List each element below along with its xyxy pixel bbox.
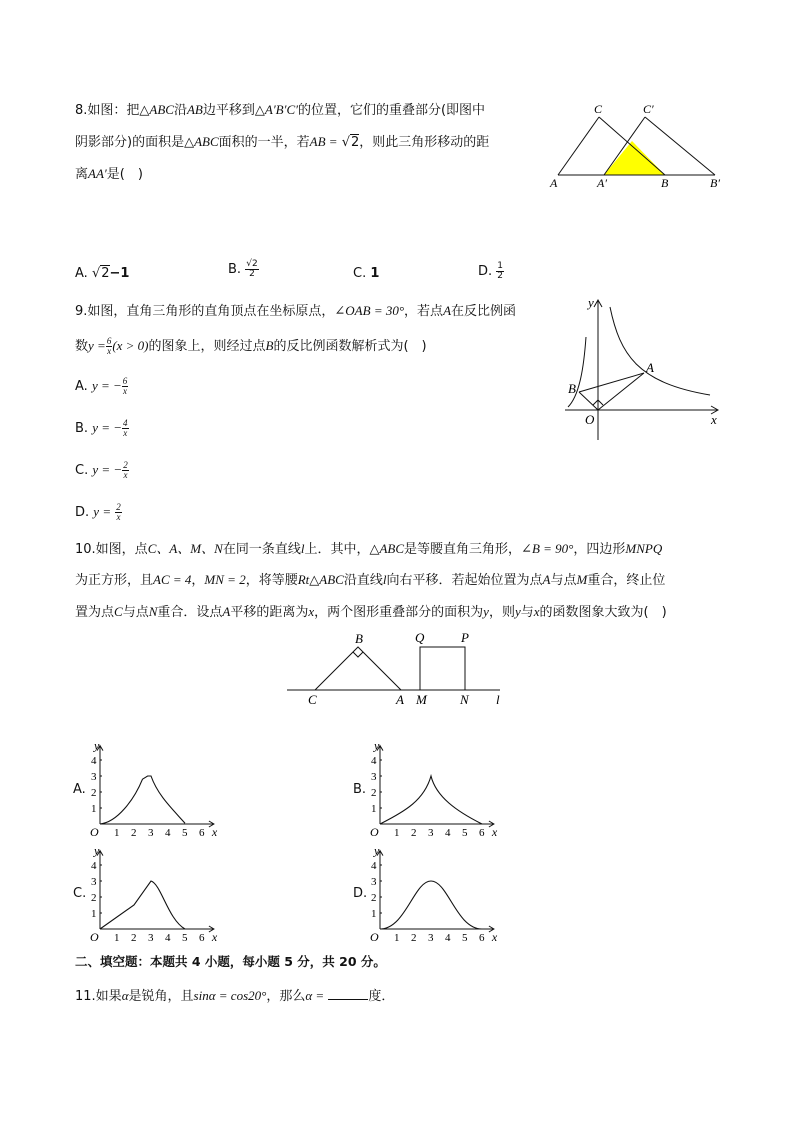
q10-right-angle-mark bbox=[353, 652, 363, 657]
q8-option-b[interactable] bbox=[228, 260, 259, 279]
q9-line2 bbox=[75, 337, 427, 356]
q10-var-y: y bbox=[483, 604, 489, 619]
x-tick-label: 4 bbox=[445, 827, 451, 839]
q9-text: 9.如图，直角三角形的直角顶点在坐标原点， bbox=[75, 304, 335, 319]
q10-text: 在同一条直线 bbox=[222, 542, 301, 557]
q10-label-b: B bbox=[355, 631, 363, 646]
q10-tri: △ABC bbox=[309, 572, 344, 587]
y-tick-label: 4 bbox=[91, 860, 97, 872]
q9-text: ，若点 bbox=[404, 304, 444, 319]
q9-opt-frac bbox=[122, 377, 129, 396]
q9-opt-den: x bbox=[116, 512, 121, 522]
q10-var-x: x bbox=[533, 604, 540, 619]
q9-opt-lhs: y = bbox=[93, 504, 112, 519]
x-tick-label: 6 bbox=[479, 827, 485, 839]
x-tick-label: 6 bbox=[199, 932, 205, 944]
q10-text: 置为点 bbox=[75, 605, 115, 620]
q9-text: 的图象上，则经过点 bbox=[148, 339, 266, 354]
q9-opt-num: 2 bbox=[123, 460, 128, 470]
q10-text: 重合．设点 bbox=[157, 605, 223, 620]
q8-text: 的位置，它们的重叠部分(即图中 bbox=[297, 103, 486, 118]
q10-graph-c bbox=[88, 845, 223, 943]
y-tick-label: 2 bbox=[91, 892, 97, 904]
q10-text: 重合，终止位 bbox=[587, 573, 666, 588]
option-label: C. bbox=[75, 463, 89, 478]
q10-text: 向右平移．若起始位置为点 bbox=[386, 573, 543, 588]
q10-text: 的函数图象大致为( ) bbox=[539, 605, 667, 620]
q8-text: 8.如图：把 bbox=[75, 103, 140, 118]
q8-ab-eq: AB = bbox=[309, 134, 338, 149]
q8-label-c: C bbox=[594, 102, 603, 116]
q8-opt-d-frac bbox=[496, 262, 504, 281]
q9-label-x: x bbox=[711, 412, 717, 427]
q9-opt-lhs: y = − bbox=[92, 462, 123, 477]
x-tick-label: 6 bbox=[199, 827, 205, 839]
q11-text: 是锐角，且 bbox=[128, 989, 194, 1004]
q10-text: 沿直线 bbox=[343, 573, 383, 588]
q10-graph-a bbox=[88, 740, 223, 838]
x-tick-label: 2 bbox=[411, 827, 417, 839]
q9-pt-a: A bbox=[443, 303, 452, 318]
q9-opt-lhs: y = − bbox=[92, 420, 123, 435]
q10-mn: MN = 2 bbox=[204, 572, 246, 587]
q9-option-a[interactable] bbox=[75, 377, 128, 396]
q9-fn-den: x bbox=[107, 346, 112, 356]
q8-opt-a-rest: −1 bbox=[109, 266, 130, 281]
q8-ab: AB bbox=[186, 102, 203, 117]
q8-label-b: B bbox=[661, 176, 669, 190]
q10-text: 是等腰直角三角形， bbox=[404, 542, 522, 557]
y-axis-label: y bbox=[374, 843, 380, 858]
option-label: D. bbox=[75, 505, 90, 520]
origin-label: O bbox=[90, 825, 99, 839]
q10-pt-a: A bbox=[222, 604, 231, 619]
q8-opt-c-val: 1 bbox=[370, 266, 380, 281]
q8-opt-b-den: 2 bbox=[249, 269, 255, 279]
q9-angle: ∠OAB = 30° bbox=[334, 303, 405, 318]
q10-option-a[interactable] bbox=[73, 782, 86, 798]
x-axis-label: x bbox=[491, 825, 498, 839]
q11-alpha-eq: α = bbox=[305, 988, 325, 1003]
q8-option-c[interactable] bbox=[353, 266, 379, 282]
y-tick-label: 1 bbox=[371, 803, 377, 815]
q9-line1 bbox=[75, 303, 516, 320]
q8-edge-ac bbox=[558, 117, 599, 175]
x-tick-label: 3 bbox=[148, 827, 154, 839]
x-axis-label: x bbox=[491, 930, 498, 944]
q10-text: ，四边形 bbox=[573, 542, 626, 557]
q9-opt-num: 4 bbox=[123, 418, 128, 428]
y-axis-label: y bbox=[374, 738, 380, 753]
q10-text: 为正方形，且 bbox=[75, 573, 154, 588]
q8-opt-a-sqrt: √2 bbox=[91, 266, 110, 281]
q10-label-m: M bbox=[416, 692, 427, 707]
q10-line1 bbox=[75, 541, 662, 558]
x-tick-label: 1 bbox=[394, 932, 400, 944]
q8-line3 bbox=[75, 166, 143, 183]
q10-pt-c: C bbox=[114, 604, 123, 619]
q8-line2 bbox=[75, 134, 489, 151]
option-label: D. bbox=[478, 264, 493, 279]
q10-graph-b bbox=[368, 740, 503, 838]
q10-text: 平移的距离为 bbox=[230, 605, 309, 620]
q8-text: 是( ) bbox=[106, 167, 143, 182]
y-tick-label: 2 bbox=[371, 892, 377, 904]
x-tick-label: 5 bbox=[462, 827, 468, 839]
q9-text: 的反比例函数解析式为( ) bbox=[273, 339, 427, 354]
origin-label: O bbox=[370, 825, 379, 839]
option-label: D. bbox=[353, 886, 368, 901]
y-tick-label: 1 bbox=[91, 803, 97, 815]
q8-option-d[interactable] bbox=[478, 262, 504, 281]
q10-angle-b: ∠B = 90° bbox=[521, 541, 574, 556]
q9-label-o: O bbox=[585, 412, 595, 427]
q8-tri-abc: △ABC bbox=[184, 134, 219, 149]
q8-aa-prime: AA′ bbox=[88, 166, 107, 181]
q10-pt-n: N bbox=[148, 604, 158, 619]
q11-alpha: α bbox=[121, 988, 129, 1003]
q8-text: 阴影部分)的面积是 bbox=[75, 135, 185, 150]
q9-label-a: A bbox=[646, 360, 654, 375]
q9-opt-num: 6 bbox=[122, 376, 128, 386]
q10-var-y: y bbox=[514, 604, 521, 619]
q11-text: 11.如果 bbox=[75, 989, 122, 1004]
q10-text: ，两个图形重叠部分的面积为 bbox=[314, 605, 484, 620]
section-2-title: 二、填空题：本题共 4 小题，每小题 5 分，共 20 分。 bbox=[75, 954, 386, 969]
q10-label-c: C bbox=[308, 692, 317, 707]
q8-tri-prime: △A′B′C′ bbox=[254, 102, 298, 117]
y-tick-label: 2 bbox=[91, 787, 97, 799]
q10-text: 与点 bbox=[550, 573, 577, 588]
x-tick-label: 5 bbox=[182, 827, 188, 839]
x-tick-label: 3 bbox=[428, 932, 434, 944]
q9-fn-lhs: y = bbox=[88, 338, 106, 353]
q10-label-a: A bbox=[396, 692, 404, 707]
q10-text: 与 bbox=[520, 605, 534, 620]
x-tick-label: 4 bbox=[165, 932, 171, 944]
q11-line bbox=[75, 987, 394, 1005]
q8-overlap-shade bbox=[604, 141, 665, 175]
q9-opt-frac bbox=[115, 503, 122, 522]
q8-label-c-prime: C′ bbox=[643, 102, 654, 116]
q8-sqrt-val: 2 bbox=[351, 135, 360, 150]
y-tick-label: 4 bbox=[371, 755, 377, 767]
q10-label-p: P bbox=[461, 630, 469, 645]
q10-text: 与点 bbox=[122, 605, 149, 620]
y-tick-label: 1 bbox=[91, 908, 97, 920]
q9-opt-den: x bbox=[123, 386, 128, 396]
q10-pts: C、A、M、N bbox=[147, 541, 223, 556]
y-tick-label: 3 bbox=[371, 876, 377, 888]
q8-line1 bbox=[75, 102, 485, 119]
q9-text: 数 bbox=[75, 339, 89, 354]
q10-graph-d bbox=[368, 845, 503, 943]
x-tick-label: 5 bbox=[182, 932, 188, 944]
q9-label-b: B bbox=[568, 381, 576, 396]
x-axis-label: x bbox=[211, 825, 218, 839]
x-tick-label: 2 bbox=[131, 932, 137, 944]
graph-curve bbox=[100, 776, 185, 824]
q9-seg-ab bbox=[579, 373, 644, 392]
q9-opt-den: x bbox=[123, 428, 128, 438]
x-tick-label: 1 bbox=[114, 932, 120, 944]
q8-tri-abc: △ABC bbox=[139, 102, 174, 117]
q10-text: 10.如图，点 bbox=[75, 542, 148, 557]
option-label: B. bbox=[75, 421, 89, 436]
y-axis-label: y bbox=[94, 738, 100, 753]
q10-l: l bbox=[300, 541, 305, 556]
q9-opt-den: x bbox=[123, 470, 128, 480]
q8-text: 沿 bbox=[173, 103, 187, 118]
origin-label: O bbox=[90, 930, 99, 944]
graph-curve bbox=[380, 776, 482, 824]
q9-option-c[interactable] bbox=[75, 461, 129, 480]
q8-opt-d-num: 1 bbox=[497, 261, 504, 271]
x-tick-label: 1 bbox=[114, 827, 120, 839]
q11-text: 度． bbox=[368, 989, 395, 1004]
q9-text: 在反比例函 bbox=[451, 304, 517, 319]
q8-text: 面积的一半，若 bbox=[218, 135, 310, 150]
q9-option-d[interactable] bbox=[75, 503, 122, 522]
q10-l: l bbox=[382, 572, 387, 587]
option-label: C. bbox=[73, 886, 87, 901]
y-tick-label: 2 bbox=[371, 787, 377, 799]
q9-opt-frac bbox=[122, 419, 129, 438]
q10-pt-m: M bbox=[576, 572, 588, 587]
x-tick-label: 4 bbox=[165, 827, 171, 839]
q10-text: ，则 bbox=[488, 605, 515, 620]
q11-eq: sinα = cos20° bbox=[193, 988, 267, 1003]
q10-var-x: x bbox=[308, 604, 315, 619]
q8-text: 离 bbox=[75, 167, 89, 182]
origin-label: O bbox=[370, 930, 379, 944]
q9-opt-lhs: y = − bbox=[91, 378, 122, 393]
option-label: B. bbox=[353, 782, 367, 797]
q8-opt-a-sqrt-val: 2 bbox=[101, 266, 110, 281]
option-label: C. bbox=[353, 266, 367, 281]
q8-text: ，则此三角形移动的距 bbox=[359, 135, 490, 150]
y-tick-label: 3 bbox=[371, 771, 377, 783]
q10-option-c[interactable] bbox=[73, 886, 86, 902]
q8-label-a: A bbox=[550, 176, 558, 190]
x-tick-label: 1 bbox=[394, 827, 400, 839]
q10-label-l: l bbox=[496, 692, 500, 707]
q10-option-b[interactable] bbox=[353, 782, 366, 798]
x-tick-label: 5 bbox=[462, 932, 468, 944]
q8-opt-d-den: 2 bbox=[497, 271, 504, 281]
y-tick-label: 3 bbox=[91, 876, 97, 888]
q9-fn-num: 6 bbox=[106, 336, 112, 346]
x-tick-label: 4 bbox=[445, 932, 451, 944]
q9-label-y: y bbox=[588, 295, 594, 310]
x-axis-label: x bbox=[211, 930, 218, 944]
y-tick-label: 4 bbox=[91, 755, 97, 767]
q9-opt-frac bbox=[122, 461, 129, 480]
q8-label-b-prime: B′ bbox=[710, 176, 720, 190]
option-label: A. bbox=[75, 266, 88, 281]
q10-label-q: Q bbox=[415, 630, 425, 645]
q8-opt-b-frac: $\frac{√2}{2}$ bbox=[246, 259, 258, 279]
q9-seg-oa bbox=[598, 373, 644, 410]
q9-fn-cond: (x > 0) bbox=[112, 338, 149, 353]
q10-tri: △ABC bbox=[369, 541, 405, 556]
option-label: B. bbox=[228, 262, 242, 277]
q9-opt-num: 2 bbox=[116, 502, 121, 512]
x-tick-label: 6 bbox=[479, 932, 485, 944]
q11-answer-blank[interactable] bbox=[328, 987, 368, 1000]
q10-text: ，将等腰 bbox=[245, 573, 298, 588]
q9-curve-right bbox=[610, 307, 710, 395]
q10-rt: Rt bbox=[297, 572, 310, 587]
q10-option-d[interactable] bbox=[353, 886, 367, 902]
y-tick-label: 1 bbox=[371, 908, 377, 920]
q10-square bbox=[420, 647, 465, 690]
q9-pt-b: B bbox=[265, 338, 274, 353]
q10-text: 上．其中， bbox=[304, 542, 370, 557]
q8-option-a[interactable] bbox=[75, 266, 129, 282]
x-tick-label: 2 bbox=[411, 932, 417, 944]
q10-line3 bbox=[75, 604, 667, 621]
y-axis-label: y bbox=[94, 843, 100, 858]
q9-figure bbox=[560, 295, 730, 445]
q10-triangle bbox=[315, 647, 401, 690]
q8-text: 边平移到 bbox=[202, 103, 255, 118]
q10-ac: AC = 4 bbox=[153, 572, 192, 587]
q9-seg-ob bbox=[579, 392, 598, 410]
y-tick-label: 4 bbox=[371, 860, 377, 872]
q10-mnpq: MNPQ bbox=[625, 541, 663, 556]
q8-sqrt: √2 bbox=[341, 135, 360, 150]
q10-label-n: N bbox=[460, 692, 469, 707]
option-label: A. bbox=[75, 379, 88, 394]
q10-line2 bbox=[75, 572, 665, 589]
q11-text: ，那么 bbox=[266, 989, 306, 1004]
q9-option-b[interactable] bbox=[75, 419, 129, 438]
q8-figure bbox=[540, 95, 730, 195]
graph-curve bbox=[100, 881, 185, 929]
graph-curve bbox=[380, 881, 482, 929]
x-tick-label: 3 bbox=[148, 932, 154, 944]
x-tick-label: 2 bbox=[131, 827, 137, 839]
x-tick-label: 3 bbox=[428, 827, 434, 839]
q10-pt-a: A bbox=[542, 572, 551, 587]
y-tick-label: 3 bbox=[91, 771, 97, 783]
q8-opt-b-num: 2 bbox=[251, 259, 258, 269]
option-label: A. bbox=[73, 782, 86, 797]
q10-figure bbox=[285, 630, 515, 710]
q10-text: ， bbox=[191, 573, 205, 588]
q8-label-a-prime: A′ bbox=[597, 176, 607, 190]
